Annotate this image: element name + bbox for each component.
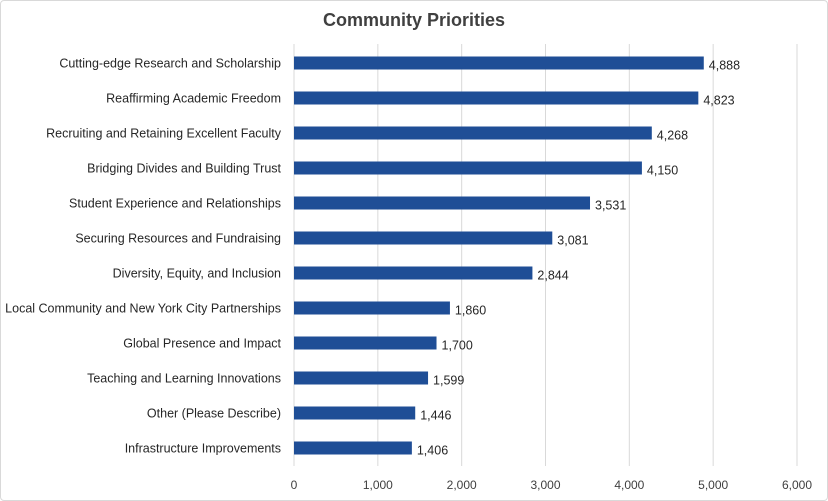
bar	[294, 407, 415, 420]
bar	[294, 302, 450, 315]
bar	[294, 372, 428, 385]
x-tick-label: 5,000	[698, 478, 729, 492]
category-labels	[5, 57, 282, 456]
bars	[294, 57, 704, 455]
data-label: 3,081	[557, 233, 589, 248]
bar	[294, 267, 532, 280]
data-label: 1,860	[454, 303, 487, 318]
category-label: Securing Resources and Fundraising	[75, 231, 281, 246]
data-label: 1,599	[433, 373, 465, 388]
data-label: 4,888	[708, 58, 741, 73]
category-label: Global Presence and Impact	[123, 336, 281, 351]
category-label: Diversity, Equity, and Inclusion	[112, 266, 281, 281]
x-tick-label: 4,000	[614, 478, 645, 492]
x-tick-label: 0	[290, 478, 298, 492]
bar	[294, 92, 698, 105]
x-tick-label: 3,000	[530, 478, 561, 492]
data-label: 2,844	[537, 268, 569, 283]
category-label: Student Experience and Relationships	[69, 196, 281, 211]
category-label: Local Community and New York City Partnerships	[5, 301, 281, 316]
bar	[294, 197, 590, 210]
bar	[294, 57, 704, 70]
chart-title: Community Priorities	[322, 10, 506, 30]
category-label: Bridging Divides and Building Trust	[87, 161, 281, 176]
value-labels	[417, 59, 740, 458]
x-tick-label: 6,000	[781, 478, 813, 492]
category-label: Reaffirming Academic Freedom	[106, 91, 281, 106]
category-label: Other (Please Describe)	[146, 406, 281, 421]
category-label: Cutting-edge Research and Scholarship	[59, 56, 281, 71]
data-label: 1,446	[420, 408, 452, 423]
category-label: Recruiting and Retaining Excellent Faculty	[46, 126, 281, 141]
data-label: 3,531	[595, 198, 627, 213]
category-label: Teaching and Learning Innovations	[87, 371, 281, 386]
bar	[294, 162, 642, 175]
data-label: 4,823	[703, 93, 735, 108]
bar	[294, 127, 652, 140]
x-axis-tick-labels	[291, 478, 813, 492]
data-label: 1,700	[441, 338, 473, 353]
x-tick-label: 2,000	[446, 478, 477, 492]
x-tick-label: 1,000	[362, 478, 393, 492]
bar	[294, 337, 437, 350]
data-label: 4,150	[646, 163, 679, 178]
data-label: 1,406	[416, 443, 449, 458]
data-label: 4,268	[656, 128, 689, 143]
category-label: Infrastructure Improvements	[124, 441, 281, 456]
bar	[294, 442, 412, 455]
bar	[294, 232, 552, 245]
